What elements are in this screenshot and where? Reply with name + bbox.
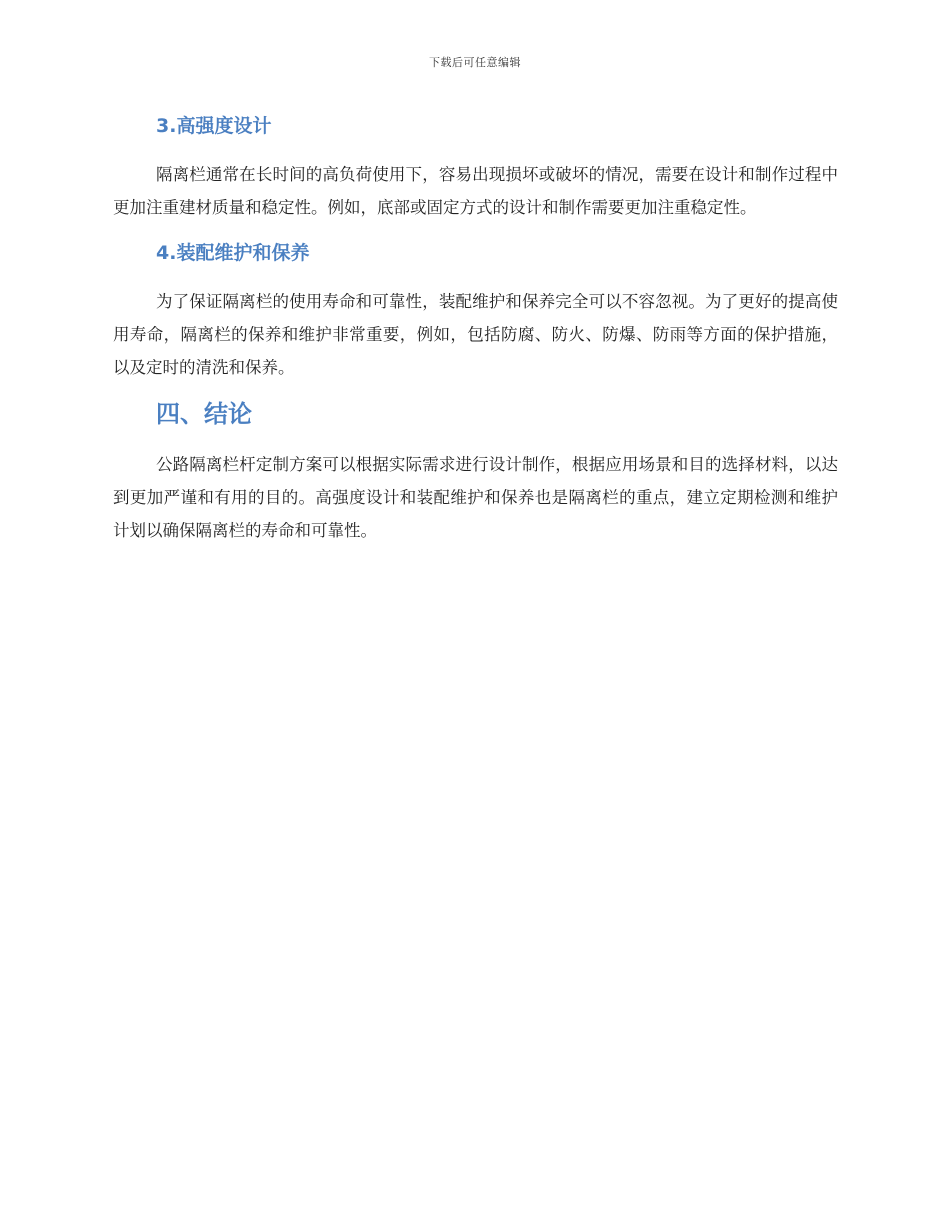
section-heading-high-strength-design: 3.高强度设计 bbox=[156, 115, 272, 137]
header-note: 下载后可任意编辑 bbox=[429, 56, 521, 69]
document-content bbox=[113, 110, 838, 547]
paragraph-conclusion: 公路隔离栏杆定制方案可以根据实际需求进行设计制作，根据应用场景和目的选择材料，以达到更加严谨和有用的目的。高强度设计和装配维护和保养也是隔离栏的重点，建立定期检测和维护计划以确保隔离栏的寿命和可靠性。 bbox=[113, 455, 838, 540]
paragraph-assembly-maintenance: 为了保证隔离栏的使用寿命和可靠性，装配维护和保养完全可以不容忽视。为了更好的提高使用寿命，隔离栏的保养和维护非常重要，例如，包括防腐、防火、防爆、防雨等方面的保护措施，以及定时的清洗和保养。 bbox=[113, 292, 838, 377]
section-heading-conclusion: 四、结论 bbox=[156, 400, 252, 428]
section-heading-assembly-maintenance: 4.装配维护和保养 bbox=[156, 242, 310, 264]
paragraph-high-strength-design: 隔离栏通常在长时间的高负荷使用下，容易出现损坏或破坏的情况，需要在设计和制作过程中更加注重建材质量和稳定性。例如，底部或固定方式的设计和制作需要更加注重稳定性。 bbox=[113, 165, 838, 217]
